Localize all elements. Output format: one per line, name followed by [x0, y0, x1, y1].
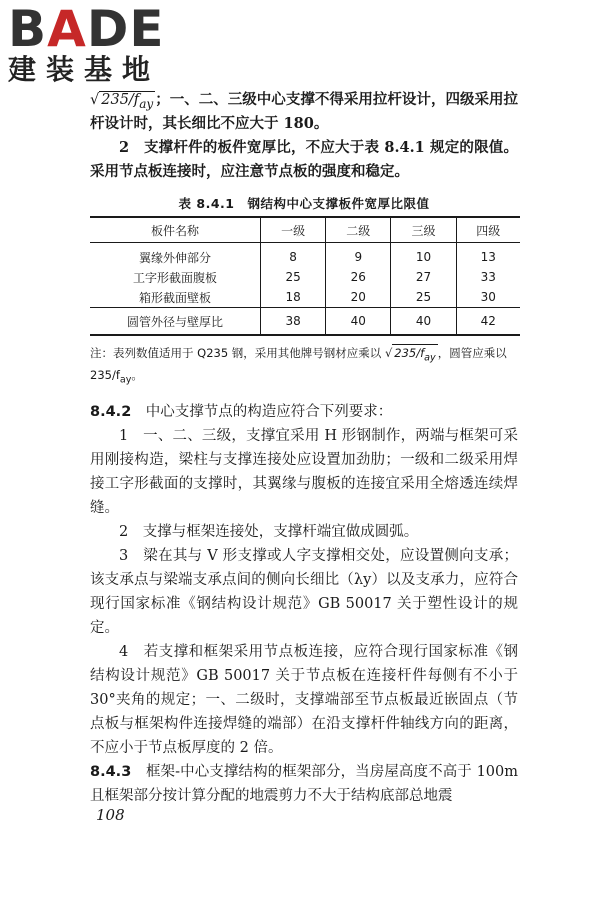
table-cell: 25	[391, 287, 456, 308]
s842-item-3: 3 梁在其与 V 形支撑或人字支撑相交处，应设置侧向支承；该支承点与梁端支承点间的侧向长细比（λy）以及支承力，应符合现行国家标准《钢结构设计规范》GB 50017 关于塑性设计的规定。	[90, 547, 518, 636]
s842-item-2: 2 支撑与框架连接处，支撑杆端宜做成圆弧。	[119, 523, 419, 540]
table-title: 表 8.4.1 钢结构中心支撑板件宽厚比限值	[178, 196, 430, 211]
header-cell: 一级	[261, 217, 326, 243]
table-cell: 40	[326, 308, 391, 336]
page-number: 108	[96, 806, 125, 824]
table-cell: 27	[391, 267, 456, 287]
table-cell: 13	[456, 243, 520, 268]
table-cell: 18	[261, 287, 326, 308]
table-cell: 圆管外径与壁厚比	[90, 308, 261, 336]
header-cell: 二级	[326, 217, 391, 243]
table-cell: 箱形截面壁板	[138, 290, 211, 305]
table-cell: 30	[456, 287, 520, 308]
section-8-4-2: 8.4.2 中心支撑节点的构造应符合下列要求：	[90, 403, 393, 420]
table-cell: 42	[456, 308, 520, 336]
table-cell: 40	[391, 308, 456, 336]
table-cell: 25	[261, 267, 326, 287]
table-cell: 20	[326, 287, 391, 308]
table-row	[90, 243, 520, 268]
table-cell: 38	[261, 308, 326, 336]
logo-wordmark: BADE	[8, 0, 165, 58]
table-cell: 8	[261, 243, 326, 268]
para-top: √ $235/f_{ay}$ ；一、二、三级中心支撑不得采用拉杆设计，四级采用拉杆设计时，其长细比不应大于 180。	[90, 88, 518, 136]
table-cell: 33	[456, 267, 520, 287]
table-cell: 26	[326, 267, 391, 287]
table-row	[90, 308, 520, 336]
s842-item-1: 1 一、二、三级，支撑宜采用 H 形钢制作，两端与框架可采用刚接构造，梁柱与支撑连接处应设置加劲肋；一级和二级采用焊接工字形截面的支撑时，其翼缘与腹板的连接宜采用全熔透连续焊缝。	[90, 427, 518, 516]
table-cell: 工字形截面腹板	[132, 270, 217, 285]
header-cell: 板件名称	[90, 217, 261, 243]
section-8-4-3: 8.4.3 框架-中心支撑结构的框架部分，当房屋高度不高于 100m 且框架部分按计算分配的地震剪力不大于结构底部总地震	[90, 763, 518, 804]
table-cell: 10	[391, 243, 456, 268]
header-cell: 四级	[456, 217, 520, 243]
table-row	[90, 267, 520, 287]
page-content	[90, 88, 518, 808]
logo-chinese: 建装基地	[8, 53, 161, 86]
table-row	[90, 287, 520, 308]
header-cell: 三级	[391, 217, 456, 243]
limits-table	[90, 216, 520, 336]
table-note: 注：表列数值适用于 Q235 钢，采用其他牌号钢材应乘以 √ $235/f_{ay}$ ，圆管应乘以$235/f_{ay}$。	[90, 344, 518, 390]
bade-logo	[8, 2, 198, 86]
item-2: 2 支撑杆件的板件宽厚比，不应大于表 8.4.1 规定的限值。采用节点板连接时，应注意节点板的强度和稳定。	[90, 139, 518, 180]
s842-item-4: 4 若支撑和框架采用节点板连接，应符合现行国家标准《钢结构设计规范》GB 50017 关于节点板在连接杆件每侧有不小于 30°夹角的规定；一、二级时，支撑端部至节点板最近嵌固点（节点板与框架构件连接焊缝的端部）在沿支撑杆件轴线方向的距离，不应小于节点板厚度的 2 倍。	[90, 643, 518, 756]
table-cell: 翼缘外伸部分	[138, 250, 211, 265]
table-header-row	[90, 217, 520, 243]
table-cell: 9	[326, 243, 391, 268]
